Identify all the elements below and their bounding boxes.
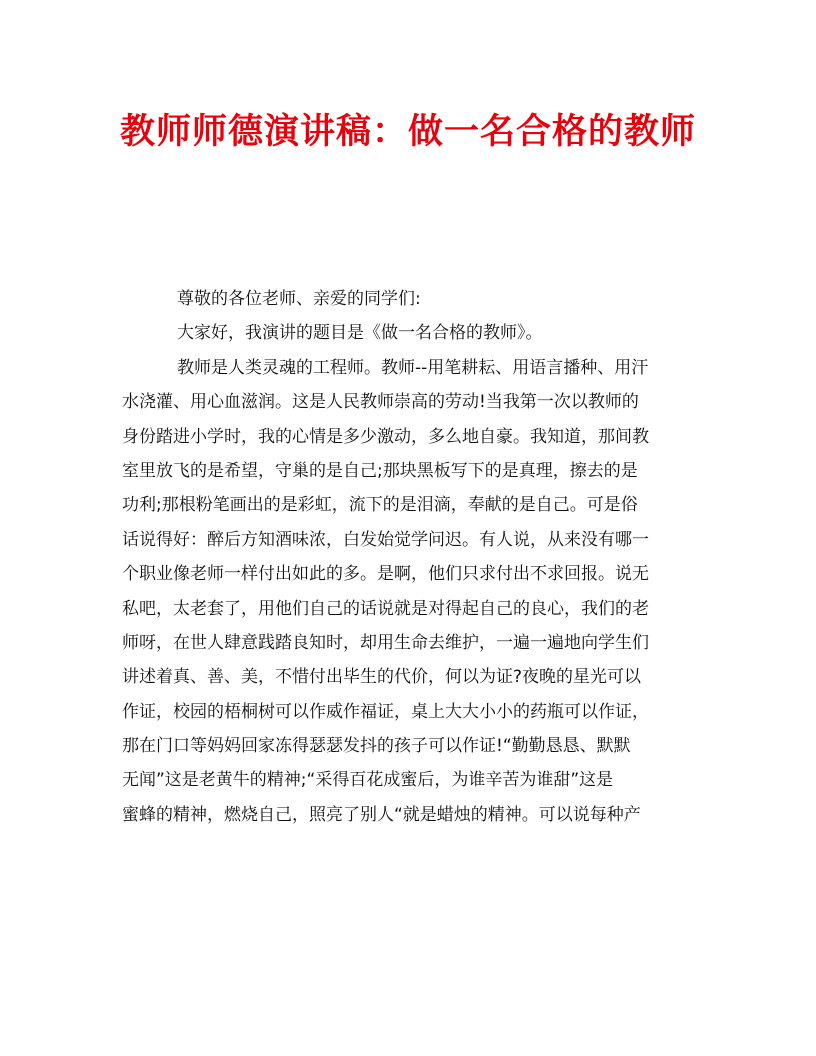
- body-line: 水浇灌、用心血滋润。这是人民教师崇高的劳动!当我第一次以教师的: [122, 392, 639, 413]
- body-line: 话说得好：醉后方知酒味浓，白发始觉学问迟。有人说，从来没有哪一: [122, 529, 649, 550]
- body-line: 蜜蜂的精神，燃烧自己，照亮了别人“就是蜡烛的精神。可以说每种产: [122, 804, 641, 825]
- body-line: 那在门口等妈妈回家冻得瑟瑟发抖的孩子可以作证!“勤勤恳恳、默默: [122, 736, 631, 757]
- body-line: 功利;那根粉笔画出的是彩虹，流下的是泪滴，奉献的是自己。可是俗: [122, 495, 638, 516]
- body-line: 尊敬的各位老师、亲爱的同学们:: [177, 289, 421, 309]
- body-line: 讲述着真、善、美，不惜付出毕生的代价，何以为证?夜晚的星光可以: [122, 667, 642, 688]
- body-line: 身份踏进小学时，我的心情是多少激动，多么地自豪。我知道，那间教: [122, 426, 649, 447]
- document-body: [122, 282, 698, 832]
- body-line: 教师是人类灵魂的工程师。教师--用笔耕耘、用语言播种、用汗: [177, 357, 649, 378]
- body-line: 师呀，在世人肆意践踏良知时，却用生命去维护，一遍一遍地向学生们: [122, 632, 649, 653]
- body-line: 无闻”这是老黄牛的精神;“采得百花成蜜后，为谁辛苦为谁甜”这是: [122, 770, 614, 791]
- body-line: 作证，校园的梧桐树可以作威作福证，桌上大大小小的药瓶可以作证，: [122, 701, 649, 722]
- document-title: 教师师德演讲稿：做一名合格的教师: [119, 111, 696, 152]
- body-line: 室里放飞的是希望，守巢的是自己;那块黑板写下的是真理，擦去的是: [122, 460, 638, 481]
- body-line: 私吧，太老套了，用他们自己的话说就是对得起自己的良心，我们的老: [122, 598, 649, 619]
- body-line: 大家好，我演讲的题目是《做一名合格的教师》。: [177, 323, 543, 344]
- body-line: 个职业像老师一样付出如此的多。是啊，他们只求付出不求回报。说无: [122, 564, 649, 585]
